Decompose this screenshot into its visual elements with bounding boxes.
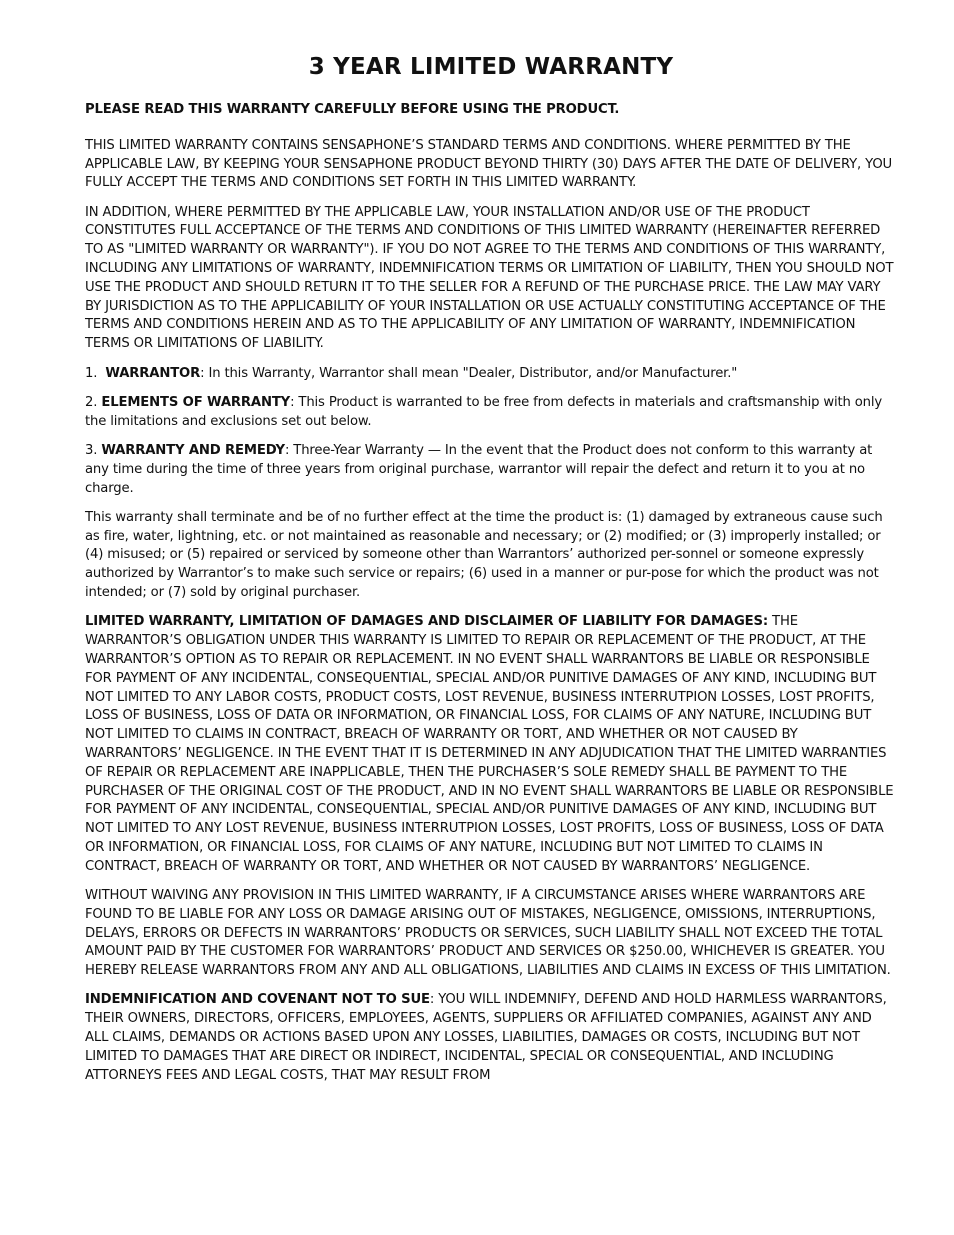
section-heading: WARRANTY AND REMEDY bbox=[101, 442, 285, 458]
section-elements-of-warranty bbox=[85, 394, 897, 432]
indemnification-paragraph bbox=[85, 991, 897, 1085]
section-number: 3. bbox=[85, 442, 98, 458]
section-body: : This Product is warranted to be free from defects in materials and craftsmanship with only the limitations and exclusions set out below. bbox=[85, 394, 883, 429]
section-body: : Three-Year Warranty — In the event that the Product does not conform to this warranty at any time during the time of three years from original purchase, warrantor will repair the defect and return it to you at no charge. bbox=[85, 442, 873, 496]
intro-paragraph-2: IN ADDITION, WHERE PERMITTED BY THE APPLICABLE LAW, YOUR INSTALLATION AND/OR USE OF THE PRODUCT CONSTITUTES FULL ACCEPTANCE OF THE TERMS AND CONDITIONS OF THIS LIMITED WARRANTY (HEREINAFTER REFERRED TO AS "LIMITED WARRANTY OR WARRANTY"). IF YOU DO NOT AGREE TO THE TERMS AND CONDITIONS OF THIS WARRANTY, INCLUDING ANY LIMITATIONS OF WARRANTY, INDEMNIFICATION TERMS OR LIMITATION OF LIABILITY, THEN YOU SHOULD NOT USE THE PRODUCT AND SHOULD RETURN IT TO THE SELLER FOR A REFUND OF THE PURCHASE PRICE. THE LAW MAY VARY BY JURISDICTION AS TO THE APPLICABILITY OF YOUR INSTALLATION OR USE ACTUALLY CONSTITUTING ACCEPTANCE OF THE TERMS AND CONDITIONS HEREIN AND AS TO THE APPLICABILITY OF ANY LIMITATION OF WARRANTY, INDEMNIFICATION TERMS OR LIMITATIONS OF LIABILITY. bbox=[85, 204, 894, 352]
indemnification-heading: INDEMNIFICATION AND COVENANT NOT TO SUE bbox=[85, 992, 430, 1008]
section-number: 1. bbox=[85, 365, 98, 381]
warranty-document bbox=[85, 52, 897, 1096]
limitation-paragraph bbox=[85, 613, 897, 876]
indemnification-body: : YOU WILL INDEMNIFY, DEFEND AND HOLD HARMLESS WARRANTORS, THEIR OWNERS, DIRECTORS, OFFICERS, EMPLOYEES, AGENTS, SUPPLIERS OR AFFILIATED COMPANIES, AGAINST ANY AND ALL CLAIMS, DEMANDS OR ACTIONS BASED UPON ANY LOSSES, LIABILITIES, DAMAGES OR COSTS, INCLUDING BUT NOT LIMITED TO DAMAGES THAT ARE DIRECT OR INDIRECT, INCIDENTAL, SPECIAL OR CONSEQUENTIAL, AND INCLUDING ATTORNEYS FEES AND LEGAL COSTS, THAT MAY RESULT FROM bbox=[85, 992, 887, 1083]
limitation-heading: LIMITED WARRANTY, LIMITATION OF DAMAGES AND DISCLAIMER OF LIABILITY FOR DAMAGES: bbox=[85, 614, 768, 630]
section-number: 2. bbox=[85, 394, 98, 410]
section-heading: ELEMENTS OF WARRANTY bbox=[101, 394, 291, 410]
read-notice: PLEASE READ THIS WARRANTY CAREFULLY BEFORE USING THE PRODUCT. bbox=[85, 102, 620, 117]
termination-paragraph: This warranty shall terminate and be of no further effect at the time the product is: (1) damaged by extraneous cause such as fire, water, lightning, etc. or not maintained as reasonable and necessary; or (2) modified; or (3) improperly installed; or (4) misused; or (5) repaired or serviced by someone other than Warrantors’ authorized per-sonnel or someone expressly authorized by Warrantor’s to make such service or repairs; (6) used in a manner or pur-pose for which the product was not intended; or (7) sold by original purchaser. bbox=[85, 509, 883, 601]
section-warrantor bbox=[85, 365, 897, 384]
section-warranty-and-remedy bbox=[85, 442, 897, 498]
intro-paragraph-1: THIS LIMITED WARRANTY CONTAINS SENSAPHONE’S STANDARD TERMS AND CONDITIONS. WHERE PERMITTED BY THE APPLICABLE LAW, BY KEEPING YOUR SENSAPHONE PRODUCT BEYOND THIRTY (30) DAYS AFTER THE DATE OF DELIVERY, YOU FULLY ACCEPT THE TERMS AND CONDITIONS SET FORTH IN THIS LIMITED WARRANTY. bbox=[85, 137, 893, 191]
limitation-body: THE WARRANTOR’S OBLIGATION UNDER THIS WARRANTY IS LIMITED TO REPAIR OR REPLACEMENT OF THE PRODUCT, AT THE WARRANTOR’S OPTION AS TO REPAIR OR REPLACEMENT. IN NO EVENT SHALL WARRANTORS BE LIABLE OR RESPONSIBLE FOR PAYMENT OF ANY INCIDENTAL, CONSEQUENTIAL, SPECIAL AND/OR PUNITIVE DAMAGES OF ANY KIND, INCLUDING BUT NOT LIMITED TO ANY LABOR COSTS, PRODUCT COSTS, LOST REVENUE, BUSINESS INTERRUTPION LOSSES, LOST PROFITS, LOSS OF BUSINESS, LOSS OF DATA OR INFORMATION, OR FINANCIAL LOSS, FOR CLAIMS OF ANY NATURE, INCLUDING BUT NOT LIMITED TO CLAIMS IN CONTRACT, BREACH OF WARRANTY OR TORT, AND WHETHER OR NOT CAUSED BY WARRANTORS’ NEGLIGENCE. IN THE EVENT THAT IT IS DETERMINED IN ANY ADJUDICATION THAT THE LIMITED WARRANTIES OF REPAIR OR REPLACEMENT ARE INAPPLICABLE, THEN THE PURCHASER’S SOLE REMEDY SHALL BE PAYMENT TO THE PURCHASER OF THE ORIGINAL COST OF THE PRODUCT, AND IN NO EVENT SHALL WARRANTORS BE LIABLE OR RESPONSIBLE FOR PAYMENT OF ANY INCIDENTAL, CONSEQUENTIAL, SPECIAL AND/OR PUNITIVE DAMAGES OF ANY KIND, INCLUDING BUT NOT LIMITED TO ANY LOST REVENUE, BUSINESS INTERRUTPION LOSSES, LOST PROFITS, LOSS OF BUSINESS, LOSS OF DATA OR INFORMATION, OR FINANCIAL LOSS, FOR CLAIMS OF ANY NATURE, INCLUDING BUT NOT LIMITED TO CLAIMS IN CONTRACT, BREACH OF WARRANTY OR TORT, AND WHETHER OR NOT CAUSED BY WARRANTORS’ NEGLIGENCE. bbox=[85, 614, 894, 874]
document-title: 3 YEAR LIMITED WARRANTY bbox=[308, 54, 674, 80]
section-body: : In this Warranty, Warrantor shall mean "Dealer, Distributor, and/or Manufacturer." bbox=[200, 365, 738, 381]
waiver-paragraph: WITHOUT WAIVING ANY PROVISION IN THIS LIMITED WARRANTY, IF A CIRCUMSTANCE ARISES WHERE WARRANTORS ARE FOUND TO BE LIABLE FOR ANY LOSS OR DAMAGE ARISING OUT OF MISTAKES, NEGLIGENCE, OMISSIONS, INTERRUPTIONS, DELAYS, ERRORS OR DEFECTS IN WARRANTORS’ PRODUCTS OR SERVICES, SUCH LIABILITY SHALL NOT EXCEED THE TOTAL AMOUNT PAID BY THE CUSTOMER FOR WARRANTORS’ PRODUCT AND SERVICES OR $250.00, WHICHEVER IS GREATER. YOU HEREBY RELEASE WARRANTORS FROM ANY AND ALL OBLIGATIONS, LIABILITIES AND CLAIMS IN EXCESS OF THIS LIMITATION. bbox=[85, 887, 891, 979]
section-heading: WARRANTOR bbox=[105, 365, 201, 381]
